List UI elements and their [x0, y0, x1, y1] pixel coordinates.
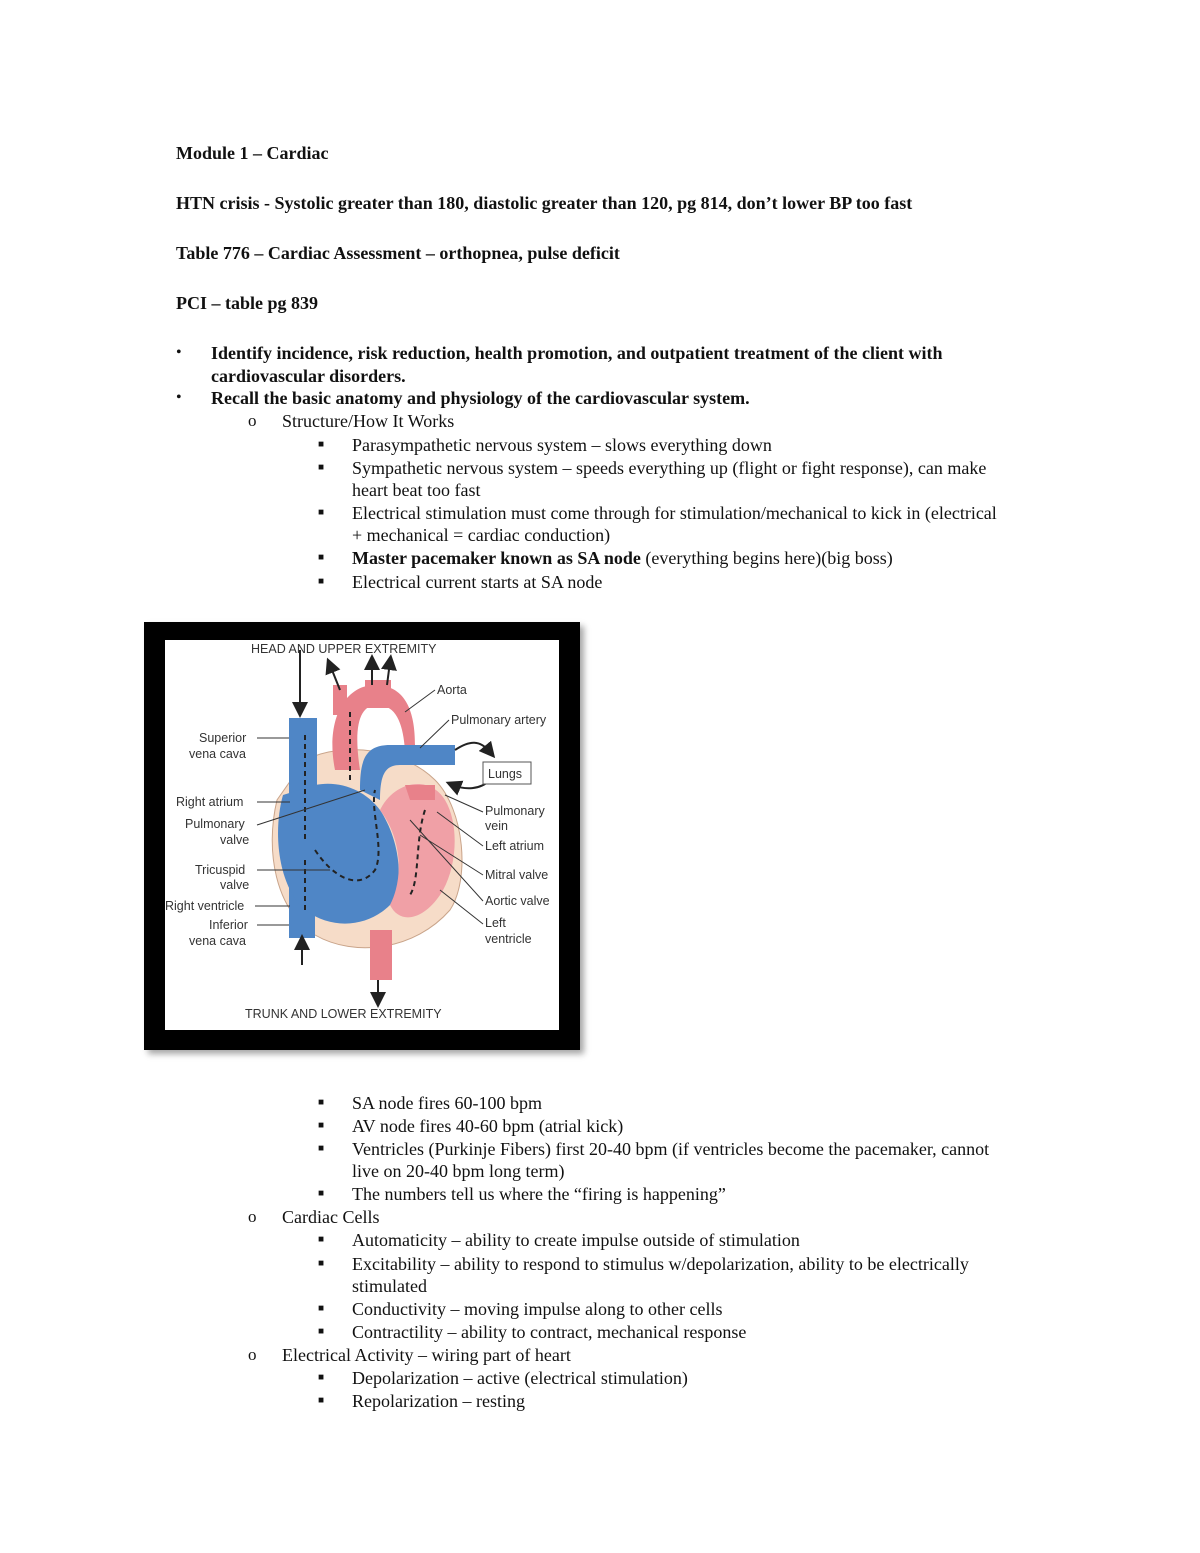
rate-item: AV node fires 40-60 bpm (atrial kick)	[352, 1116, 624, 1136]
electrical-activity-item: Repolarization – resting	[352, 1391, 525, 1411]
label-inferior-vc-2: vena cava	[189, 934, 246, 948]
cardiac-cell-item: Contractility – ability to contract, mechanical response	[352, 1322, 747, 1342]
electrical-activity-item: Depolarization – active (electrical stimulation)	[352, 1368, 688, 1388]
cardiac-cell-item: Conductivity – moving impulse along to other cells	[352, 1299, 723, 1319]
bullet-disc: •	[176, 389, 182, 406]
rate-item: SA node fires 60-100 bpm	[352, 1093, 542, 1113]
rate-item-cont: live on 20-40 bpm long term)	[352, 1161, 565, 1181]
label-tricuspid-1: Tricuspid	[195, 863, 246, 877]
label-superior-vc-1: Superior	[199, 731, 247, 745]
caption-head-upper: HEAD AND UPPER EXTREMITY	[251, 642, 437, 656]
structure-item-cont: + mechanical = cardiac conduction)	[352, 525, 611, 545]
label-inferior-vc-1: Inferior	[209, 918, 248, 932]
label-superior-vc-2: vena cava	[189, 747, 246, 761]
bullet-square: ■	[318, 507, 325, 518]
cardiac-cells-heading: Cardiac Cells	[282, 1207, 380, 1227]
bullet-disc: •	[176, 344, 182, 361]
structure-item: Sympathetic nervous system – speeds everything up (flight or fight response), can make	[352, 458, 987, 478]
table-776-note: Table 776 – Cardiac Assessment – orthopnea, pulse deficit	[176, 243, 620, 263]
structure-heading: Structure/How It Works	[282, 411, 455, 431]
label-pulmonary-valve-1: Pulmonary	[185, 817, 245, 831]
objective-1-line-2: cardiovascular disorders.	[211, 366, 406, 386]
heart-diagram-svg	[165, 640, 559, 1030]
sa-node-bold: Master pacemaker known as SA node	[352, 548, 641, 568]
label-aorta: Aorta	[437, 683, 467, 697]
objective-2: Recall the basic anatomy and physiology of the cardiovascular system.	[211, 388, 750, 408]
label-left-ventricle-2: ventricle	[485, 932, 532, 946]
label-pulmonary-artery: Pulmonary artery	[451, 713, 547, 727]
bullet-circle: o	[248, 1207, 257, 1226]
bullet-square: ■	[318, 1097, 325, 1108]
bullet-square: ■	[318, 552, 325, 563]
structure-item-sa-node	[352, 547, 893, 569]
module-title: Module 1 – Cardiac	[176, 143, 329, 163]
bullet-square: ■	[318, 576, 325, 587]
bullet-square: ■	[318, 462, 325, 473]
bullet-square: ■	[318, 1395, 325, 1406]
caption-trunk-lower: TRUNK AND LOWER EXTREMITY	[245, 1007, 442, 1021]
bullet-square: ■	[318, 1258, 325, 1269]
heart-diagram	[165, 640, 559, 1030]
cardiac-cell-item: Automaticity – ability to create impulse outside of stimulation	[352, 1230, 800, 1250]
label-right-atrium: Right atrium	[176, 795, 244, 809]
electrical-activity-heading: Electrical Activity – wiring part of heart	[282, 1345, 571, 1365]
rate-item: Ventricles (Purkinje Fibers) first 20-40 bpm (if ventricles become the pacemaker, cannot	[352, 1139, 990, 1159]
bullet-square: ■	[318, 1326, 325, 1337]
label-aortic-valve: Aortic valve	[485, 894, 550, 908]
label-pulmonary-valve-2: valve	[220, 833, 250, 847]
label-pulmonary-vein-1: Pulmonary	[485, 804, 545, 818]
bullet-square: ■	[318, 1303, 325, 1314]
htn-crisis-note: HTN crisis - Systolic greater than 180, diastolic greater than 120, pg 814, don’t lower BP too fast	[176, 193, 913, 213]
label-tricuspid-2: valve	[220, 878, 250, 892]
label-lungs: Lungs	[488, 767, 523, 781]
structure-item: Electrical current starts at SA node	[352, 572, 603, 592]
bullet-square: ■	[318, 1234, 325, 1245]
cardiac-cell-item: Excitability – ability to respond to stimulus w/depolarization, ability to be electrically	[352, 1254, 969, 1274]
objective-1-line-1: Identify incidence, risk reduction, health promotion, and outpatient treatment of the client with	[211, 343, 943, 363]
structure-item: Electrical stimulation must come through for stimulation/mechanical to kick in (electrical	[352, 503, 997, 523]
bullet-square: ■	[318, 1372, 325, 1383]
label-pulmonary-vein-2: vein	[485, 819, 508, 833]
cardiac-cell-item-cont: stimulated	[352, 1276, 427, 1296]
pci-note: PCI – table pg 839	[176, 293, 319, 313]
label-left-ventricle-1: Left	[485, 916, 506, 930]
bullet-circle: o	[248, 411, 257, 430]
bullet-circle: o	[248, 1345, 257, 1364]
bullet-square: ■	[318, 1120, 325, 1131]
bullet-square: ■	[318, 1143, 325, 1154]
label-mitral-valve: Mitral valve	[485, 868, 549, 882]
bullet-square: ■	[318, 1188, 325, 1199]
structure-item: Parasympathetic nervous system – slows everything down	[352, 435, 772, 455]
bullet-square: ■	[318, 439, 325, 450]
structure-item-cont: heart beat too fast	[352, 480, 481, 500]
sa-node-rest: (everything begins here)(big boss)	[645, 548, 893, 568]
label-left-atrium: Left atrium	[485, 839, 545, 853]
rate-item: The numbers tell us where the “firing is happening”	[352, 1184, 726, 1204]
label-right-ventricle: Right ventricle	[165, 899, 245, 913]
